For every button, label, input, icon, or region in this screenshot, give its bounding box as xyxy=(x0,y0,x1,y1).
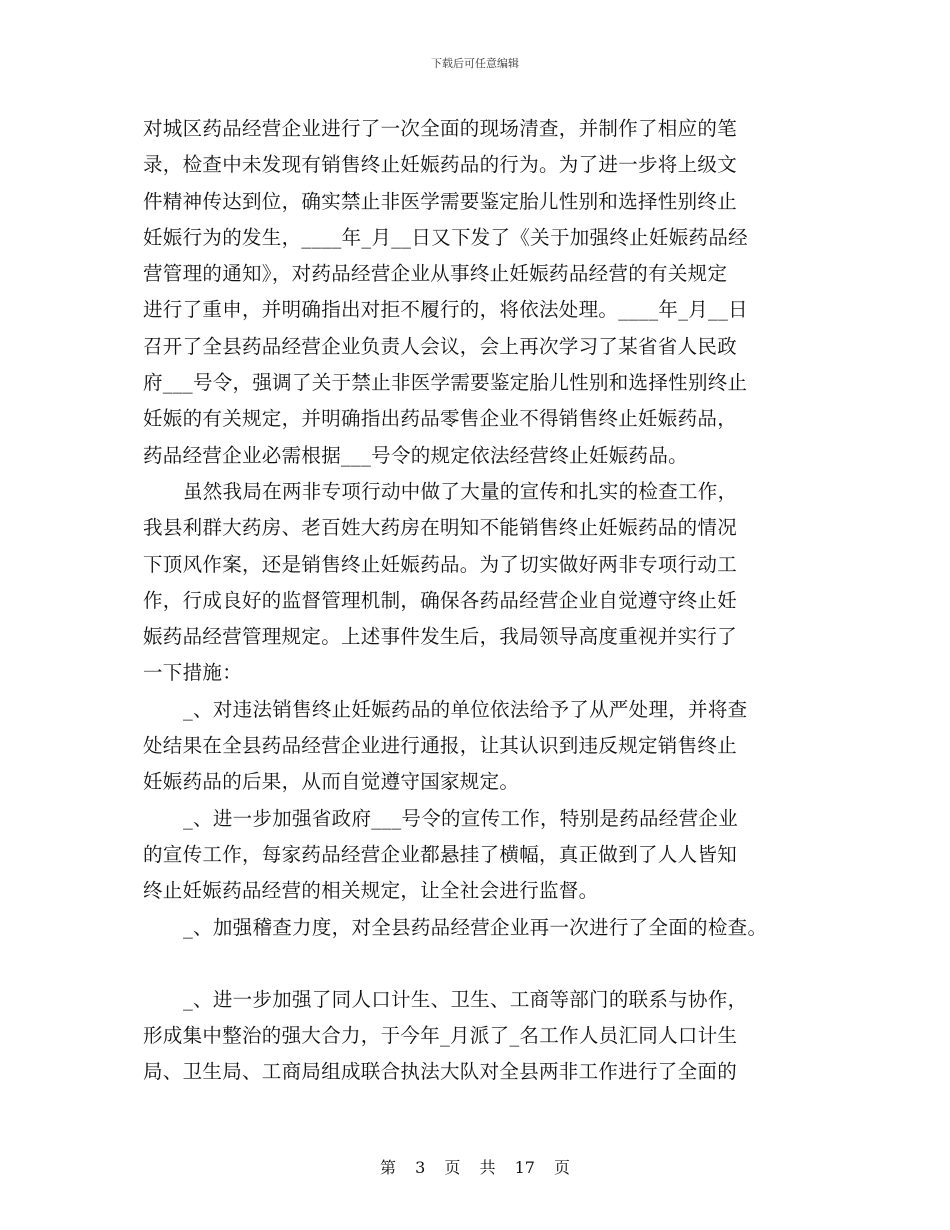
text-line: 药品经营企业必需根据___号令的规定依法经营终止妊娠药品。 xyxy=(143,443,688,467)
text-line: 对城区药品经营企业进行了一次全面的现场清查，并制作了相应的笔 xyxy=(143,117,738,140)
text-line: 我县利群大药房、老百姓大药房在明知不能销售终止妊娠药品的情况 xyxy=(143,516,738,540)
text-line: 娠药品经营管理规定。上述事件发生后，我局领导高度重视并实行了 xyxy=(143,625,738,649)
text-line: 件精神传达到位，确实禁止非医学需要鉴定胎儿性别和选择性别终止 xyxy=(143,189,738,213)
text-line: 作，行成良好的监督管理机制，确保各药品经营企业自觉遵守终止妊 xyxy=(143,588,738,612)
text-line: 终止妊娠药品经营的相关规定，让全社会进行监督。 xyxy=(143,879,599,903)
text-line: 局、卫生局、工商局组成联合执法大队对全县两非工作进行了全面的 xyxy=(143,1060,738,1084)
header-note: 下载后可任意编辑 xyxy=(431,57,519,70)
total-pages-number: 17 xyxy=(514,1158,535,1177)
text-line: 召开了全县药品经营企业负责人会议，会上再次学习了某省省人民政 xyxy=(143,334,738,358)
page-mid-label: 页 xyxy=(444,1158,461,1177)
list-item-line: _、加强稽查力度，对全县药品经营企业再一次进行了全面的检查。 xyxy=(183,915,768,939)
total-label: 共 xyxy=(479,1158,496,1177)
text-line: 妊娠行为的发生，____年_月__日又下发了《关于加强终止妊娠药品经 xyxy=(143,225,748,249)
list-item-line: _、进一步加强了同人口计生、卫生、工商等部门的联系与协作， xyxy=(183,987,748,1011)
text-line: 营管理的通知》，对药品经营企业从事终止妊娠药品经营的有关规定 xyxy=(143,262,728,286)
text-line: 的宣传工作，每家药品经营企业都悬挂了横幅，真正做到了人人皆知 xyxy=(143,842,738,866)
text-line: 录，检查中未发现有销售终止妊娠药品的行为。为了进一步将上级文 xyxy=(143,153,738,177)
list-item-line: _、对违法销售终止妊娠药品的单位依法给予了从严处理，并将查 xyxy=(183,697,748,721)
text-line: 处结果在全县药品经营企业进行通报，让其认识到违反规定销售终止 xyxy=(143,734,738,758)
text-line: 下顶风作案，还是销售终止妊娠药品。为了切实做好两非专项行动工 xyxy=(143,552,738,576)
text-line: 一下措施： xyxy=(143,661,243,685)
text-line: 形成集中整治的强大合力，于今年_月派了_名工作人员汇同人口计生 xyxy=(143,1024,738,1048)
text-line: 进行了重申，并明确指出对拒不履行的，将依法处理。____年_月__日 xyxy=(143,298,748,322)
list-item-line: _、进一步加强省政府___号令的宣传工作，特别是药品经营企业 xyxy=(183,806,738,830)
current-page-number: 3 xyxy=(415,1158,426,1177)
text-line: 妊娠的有关规定，并明确指出药品零售企业不得销售终止妊娠药品， xyxy=(143,407,738,431)
text-line: 妊娠药品的后果，从而自觉遵守国家规定。 xyxy=(143,770,520,794)
page-suffix: 页 xyxy=(554,1158,571,1177)
paragraph-gap xyxy=(143,946,823,982)
document-body xyxy=(143,111,823,1091)
page-footer xyxy=(0,1155,950,1178)
page-prefix: 第 xyxy=(379,1158,396,1177)
text-line: 府___号令，强调了关于禁止非医学需要鉴定胎儿性别和选择性别终止 xyxy=(143,371,748,395)
paragraph-start-line: 虽然我局在两非专项行动中做了大量的宣传和扎实的检查工作， xyxy=(183,479,738,503)
